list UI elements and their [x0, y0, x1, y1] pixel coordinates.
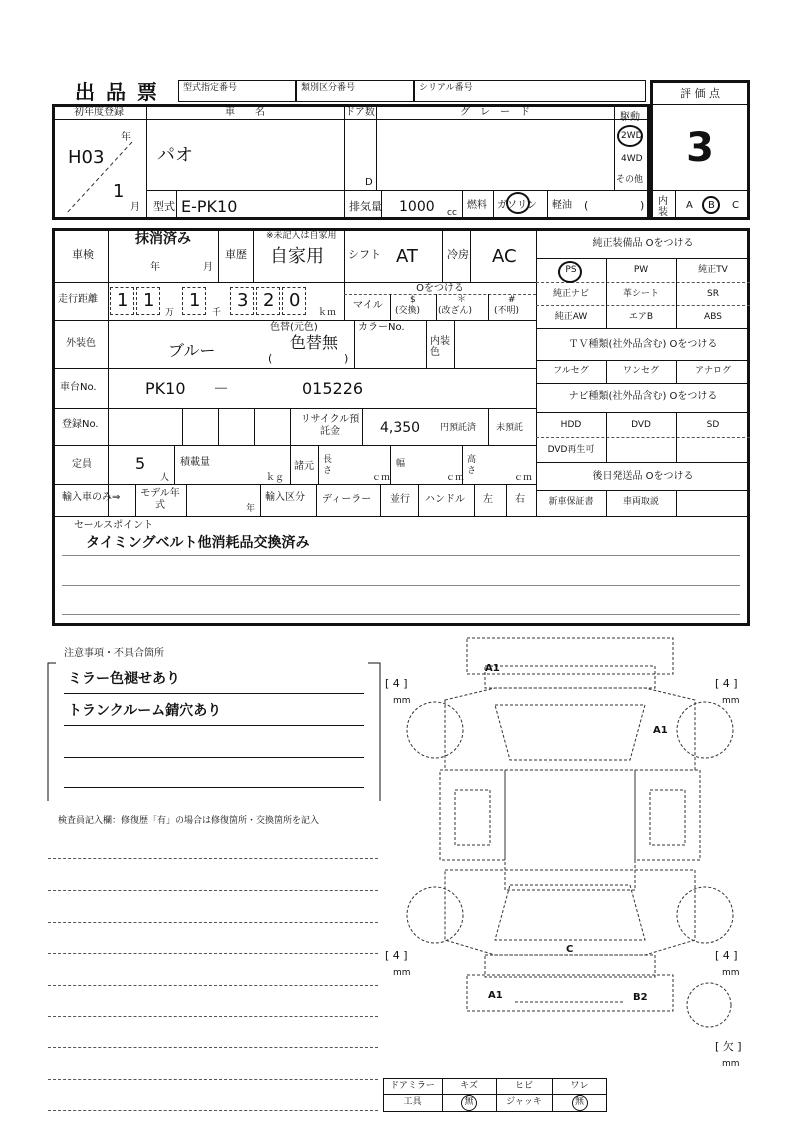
equip-aw: 純正AW	[554, 312, 588, 322]
equip-ps: PS	[565, 265, 577, 275]
diagram-mark: A1	[488, 990, 503, 1001]
history-label: 車歴	[225, 248, 247, 261]
mileage-unknown: (不明)	[494, 306, 520, 316]
drive-2wd-circle	[617, 125, 643, 147]
handle-left: 左	[483, 494, 493, 505]
legend-tools-none: 無	[464, 1097, 474, 1107]
model-year-unit: 年	[246, 504, 256, 514]
navi-dvd-play: DVD再生可	[547, 445, 595, 455]
capacity-value: 5	[135, 454, 146, 473]
fuel-label: 燃料	[467, 200, 487, 211]
legend-jack-circle	[572, 1095, 588, 1111]
recycle-value: 4,350	[380, 420, 421, 436]
fuel-gasoline-circle	[506, 192, 530, 214]
chassis-number: 015226	[302, 379, 364, 398]
car-name-label: 車 名	[225, 107, 265, 118]
inspector-label: 検査員記入欄：修復歴「有」の場合は修復箇所・交換箇所を記入	[58, 816, 320, 826]
interior-grade-b: B	[708, 200, 715, 211]
mileage-exchange: (交換)	[395, 306, 421, 316]
first-registration-label: 初年度登録	[74, 107, 124, 118]
equip-abs: ABS	[704, 312, 722, 322]
recycle-unit: 円預託済	[440, 423, 477, 433]
door-count-label: ドア数	[345, 107, 375, 118]
equip-airbag: エアB	[628, 312, 654, 322]
later-manual: 車両取説	[622, 497, 659, 507]
navi-sd: SD	[706, 420, 720, 430]
tire-fl-mm: mm	[393, 696, 411, 706]
note-item: トランクルーム錆穴あり	[68, 703, 222, 719]
month-unit: 月	[130, 202, 140, 213]
tv-oneseg: ワンセグ	[622, 366, 659, 376]
width-cm: ｃｍ	[446, 473, 465, 483]
mileage-digit: 0	[282, 287, 306, 315]
tire-rr-mm: mm	[722, 968, 740, 978]
mileage-sym-altered: ＊	[457, 295, 467, 305]
mileage-label: 走行距離	[58, 294, 98, 305]
car-name: パオ	[157, 145, 193, 166]
repaint-paren-right: )	[344, 352, 349, 365]
load-kg: ｋｇ	[266, 473, 285, 483]
form-title: 出 品 票	[75, 80, 159, 104]
diagram-mark: A1	[485, 663, 500, 674]
equipment-title: 純正装備品 Oをつける	[592, 238, 694, 249]
date-slash	[60, 140, 140, 220]
evaluation-label: 評 価 点	[680, 87, 720, 100]
handle-right: 右	[515, 494, 525, 505]
first-registration-era: H03	[68, 147, 105, 168]
shift-value: AT	[396, 246, 418, 267]
sales-point-text: タイミングベルト他消耗品交換済み	[86, 535, 310, 551]
height-cm: ｃｍ	[514, 473, 533, 483]
legend-break: ワレ	[570, 1081, 589, 1091]
mileage-digit: 3	[230, 287, 254, 315]
displacement-value: 1000	[399, 199, 435, 215]
ac-value: AC	[492, 246, 517, 267]
registration-label: 登録No.	[62, 419, 99, 430]
drive-4wd: 4WD	[621, 154, 643, 164]
mileage-sym-unknown: #	[508, 295, 516, 305]
drive-2wd: 2WD	[621, 131, 643, 141]
evaluation-score: 3	[686, 125, 714, 171]
history-value: 自家用	[270, 246, 324, 267]
interior-grade-c: C	[732, 200, 739, 211]
equip-navi: 純正ナビ	[552, 289, 589, 299]
mileage-altered: (改ざん)	[438, 306, 473, 316]
width-label: 幅	[396, 459, 406, 469]
shift-label: シフト	[348, 248, 381, 261]
interior-grade-a: A	[686, 200, 693, 211]
chassis-dash: －	[213, 379, 230, 398]
tire-rear-right: [ 4 ]	[715, 949, 738, 962]
chassis-prefix: PK10	[145, 379, 186, 398]
length-cm: ｃｍ	[372, 473, 391, 483]
diagram-mark: B2	[633, 992, 648, 1003]
legend-jack-none: 無	[574, 1097, 584, 1107]
model-label: 型式	[153, 200, 175, 213]
legend-door-mirror: ドアミラー	[390, 1081, 435, 1091]
legend-scratch: キズ	[460, 1081, 478, 1091]
tire-rl-mm: mm	[393, 968, 411, 978]
diagram-mark: C	[566, 944, 574, 955]
capacity-unit: 人	[160, 473, 170, 483]
navi-title: ナビ種類(社外品含む) Oをつける	[568, 391, 718, 402]
interior-color-label: 内装色	[430, 336, 450, 358]
recycle-label: リサイクル預託金	[300, 414, 360, 437]
mileage-circle-note: Oをつける	[416, 283, 464, 294]
model-year-label: モデル年式	[140, 488, 180, 511]
inspection-year-unit: 年	[150, 262, 160, 273]
later-warranty: 新車保証書	[548, 497, 594, 507]
mileage-man: 万	[165, 308, 175, 318]
header-field-type-number: 型式指定番号	[178, 80, 296, 102]
load-label: 積載量	[180, 457, 210, 468]
tire-fr-mm: mm	[722, 696, 740, 706]
sales-point-label: セールスポイント	[74, 520, 154, 531]
mileage-digit: 1	[182, 287, 206, 315]
import-type-label: 輸入区分	[265, 492, 305, 503]
header-field-serial-number: シリアル番号	[414, 80, 646, 102]
mileage-sen: 千	[212, 308, 222, 318]
import-dealer: ディーラー	[322, 494, 372, 505]
exterior-color-label: 外装色	[66, 338, 96, 349]
dims-label: 諸元	[294, 461, 314, 472]
repaint-value: 色替無	[290, 333, 339, 352]
length-label: 長さ	[323, 455, 333, 476]
drive-other: その他	[616, 175, 644, 185]
header-field-class-number: 類別区分番号	[296, 80, 414, 102]
inspection-value: 抹消済み	[135, 231, 191, 247]
spare-tire	[684, 980, 734, 1030]
repaint-label: 色替(元色)	[270, 322, 318, 333]
legend-crack: ヒビ	[514, 1081, 533, 1091]
first-registration-month: 1	[113, 181, 125, 202]
drive-label: 駆動	[620, 112, 640, 123]
equip-pw: PW	[633, 265, 649, 275]
spare-mm: mm	[722, 1059, 740, 1069]
history-note: ※未記入は自家用	[266, 231, 337, 241]
displacement-label: 排気量	[349, 200, 382, 213]
mileage-km: ｋｍ	[318, 308, 337, 318]
not-deposited: 未預託	[496, 423, 524, 433]
mileage-digit: 1	[136, 287, 160, 315]
tv-fullseg: フルセグ	[553, 366, 589, 376]
import-parallel: 並行	[390, 494, 410, 505]
equip-ps-circle	[558, 261, 582, 283]
legend-jack: ジャッキ	[506, 1097, 542, 1107]
import-label: 輸入車のみ⇒	[62, 492, 121, 503]
equip-leather: 革シート	[622, 289, 659, 299]
interior-grade-label: 内装	[658, 196, 668, 218]
ac-label: 冷房	[447, 248, 469, 261]
tire-front-right: [ 4 ]	[715, 677, 738, 690]
door-unit: D	[365, 177, 373, 188]
notes-label: 注意事項・不具合箇所	[64, 648, 164, 659]
tv-title: ＴＶ種類(社外品含む) Oをつける	[568, 339, 718, 350]
spare-tire-label: [ 欠 ]	[715, 1040, 742, 1053]
inspection-label: 車検	[72, 248, 94, 261]
tire-rear-left: [ 4 ]	[385, 949, 408, 962]
later-title: 後日発送品 Oをつける	[592, 471, 694, 482]
cc-unit: cc	[447, 208, 457, 218]
repaint-paren-left: (	[268, 352, 273, 365]
height-label: 高さ	[467, 455, 477, 476]
color-number-label: カラーNo.	[358, 322, 405, 333]
tv-analog: アナログ	[694, 366, 731, 376]
navi-dvd: DVD	[631, 420, 651, 430]
interior-grade-b-circle	[702, 196, 720, 214]
fuel-paren-left: (	[584, 199, 589, 212]
equip-sr: SR	[707, 289, 719, 299]
grade-label: グ レ ー ド	[460, 107, 530, 118]
mileage-digit: 1	[110, 287, 134, 315]
chassis-label: 車台No.	[60, 382, 97, 393]
mileage-mile: マイル	[353, 300, 383, 311]
legend-tools-circle	[461, 1095, 477, 1111]
mileage-digit: 2	[256, 287, 280, 315]
equip-tv: 純正TV	[698, 265, 728, 275]
capacity-label: 定員	[72, 459, 92, 470]
inspection-month-unit: 月	[203, 262, 213, 273]
handle-label: ハンドル	[425, 494, 465, 505]
navi-hdd: HDD	[560, 420, 582, 430]
model-value: E-PK10	[181, 197, 238, 216]
year-unit: 年	[121, 132, 131, 143]
fuel-paren-right: )	[640, 199, 645, 212]
fuel-gasoline: ガソリン	[497, 200, 537, 211]
exterior-color: ブルー	[168, 341, 216, 360]
tire-front-left: [ 4 ]	[385, 677, 408, 690]
diagram-mark: A1	[653, 725, 668, 736]
car-damage-diagram	[395, 630, 745, 1040]
legend-tools: 工具	[403, 1097, 422, 1107]
fuel-diesel: 軽油	[552, 200, 572, 211]
note-item: ミラー色褪せあり	[68, 671, 180, 687]
mileage-sym-exchange: $	[410, 295, 416, 305]
